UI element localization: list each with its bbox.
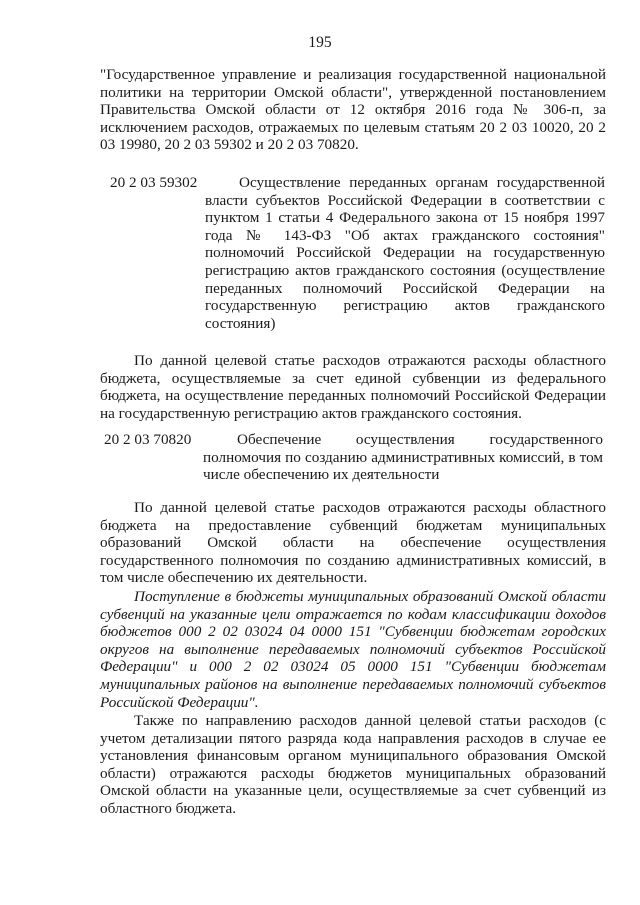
entry-description: По данной целевой статье расходов отражаются расходы областного бюджета на предоставление субвенций бюджетам муниципальных образований Омской области на обеспечение осуществления государственного полномочия по созданию административных комиссий, в том числе обеспечению их деятельности.	[100, 499, 606, 587]
italic-paragraph: Поступление в бюджеты муниципальных образований Омской области субвенций на указанные цели отражается по кодам классификации доходов бюджетов 000 2 02 03024 04 0000 151 "Субвенции бюджетам городских округов на выполнение передаваемых полномочий субъектов Российской Федерации" и 000 2 02 03024 05 0000 151 "Субвенции бюджетам муниципальных районов на выполнение передаваемых полномочий субъектов Российской Федерации".	[100, 588, 606, 711]
intro-paragraph: "Государственное управление и реализация государственной национальной политики на территории Омской области", утвержденной постановлением Правительства Омской области от 12 октября 2016 года № 306-п, за исключением расходов, отражаемых по целевым статьям 20 2 03 10020, 20 2 03 19980, 20 2 03 59302 и 20 2 03 70820.	[100, 66, 606, 154]
final-paragraph: Также по направлению расходов данной целевой статьи расходов (с учетом детализации пятого разряда кода направления расходов в случае ее установления финансовым органом муниципального образования Омской области) отражаются расходы бюджетов муниципальных образований Омской области на указанные цели, осуществляемые за счет субвенций из областного бюджета.	[100, 712, 606, 817]
page-number: 195	[308, 34, 332, 51]
entry-title: Осуществление переданных органам государственной власти субъектов Российской Федерации в соответствии с пунктом 1 статьи 4 Федерального закона от 15 ноября 1997 года № 143-ФЗ "Об актах гражданского состояния" полномочий Российской Федерации на государственную регистрацию актов гражданского состояния (осуществление переданных полномочий Российской Федерации на государственную регистрацию актов гражданского состояния)	[205, 174, 605, 332]
entry-code: 20 2 03 70820	[104, 431, 192, 448]
entry-description: По данной целевой статье расходов отражаются расходы областного бюджета, осуществляемые за счет единой субвенции из федерального бюджета, на осуществление переданных полномочий Российской Федерации на государственную регистрацию актов гражданского состояния.	[100, 352, 606, 422]
entry-code: 20 2 03 59302	[110, 174, 198, 191]
entry-title: Обеспечение осуществления государственного полномочия по созданию административных комиссий, в том числе обеспечению их деятельности	[203, 431, 603, 484]
